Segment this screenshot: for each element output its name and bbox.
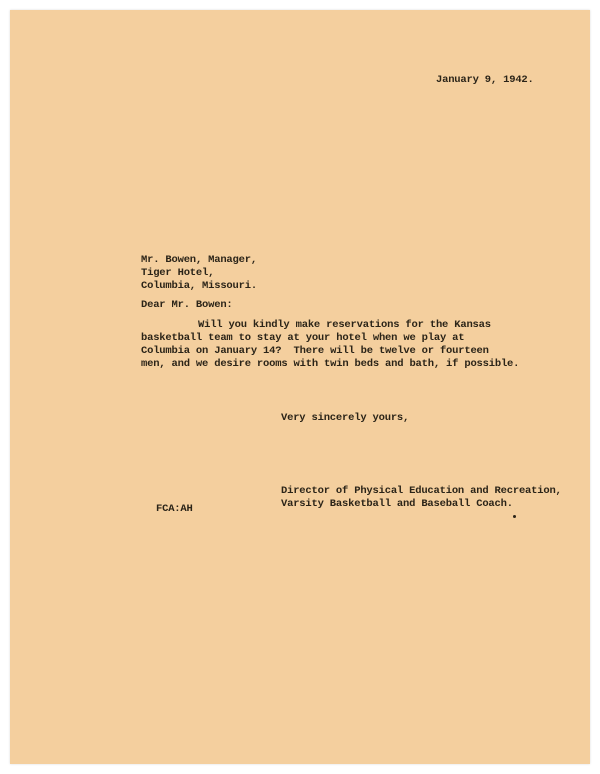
body-line-4: men, and we desire rooms with twin beds and bath, if possible.	[141, 358, 520, 370]
typist-initials: FCA:AH	[156, 503, 193, 515]
address-line-city: Columbia, Missouri.	[141, 280, 257, 292]
letter-date: January 9, 1942.	[436, 74, 534, 86]
letter-page	[10, 10, 590, 764]
body-line-2: basketball team to stay at your hotel when we play at	[141, 332, 465, 344]
body-line-3: Columbia on January 14? There will be twelve or fourteen	[141, 345, 489, 357]
ink-dot	[513, 515, 516, 518]
salutation: Dear Mr. Bowen:	[141, 299, 233, 311]
body-line-1: Will you kindly make reservations for the Kansas	[198, 319, 491, 331]
closing: Very sincerely yours,	[281, 412, 410, 424]
address-line-name: Mr. Bowen, Manager,	[141, 254, 257, 266]
signature-title-2: Varsity Basketball and Baseball Coach.	[281, 498, 513, 510]
signature-title-1: Director of Physical Education and Recreation,	[281, 485, 562, 497]
address-line-hotel: Tiger Hotel,	[141, 267, 215, 279]
